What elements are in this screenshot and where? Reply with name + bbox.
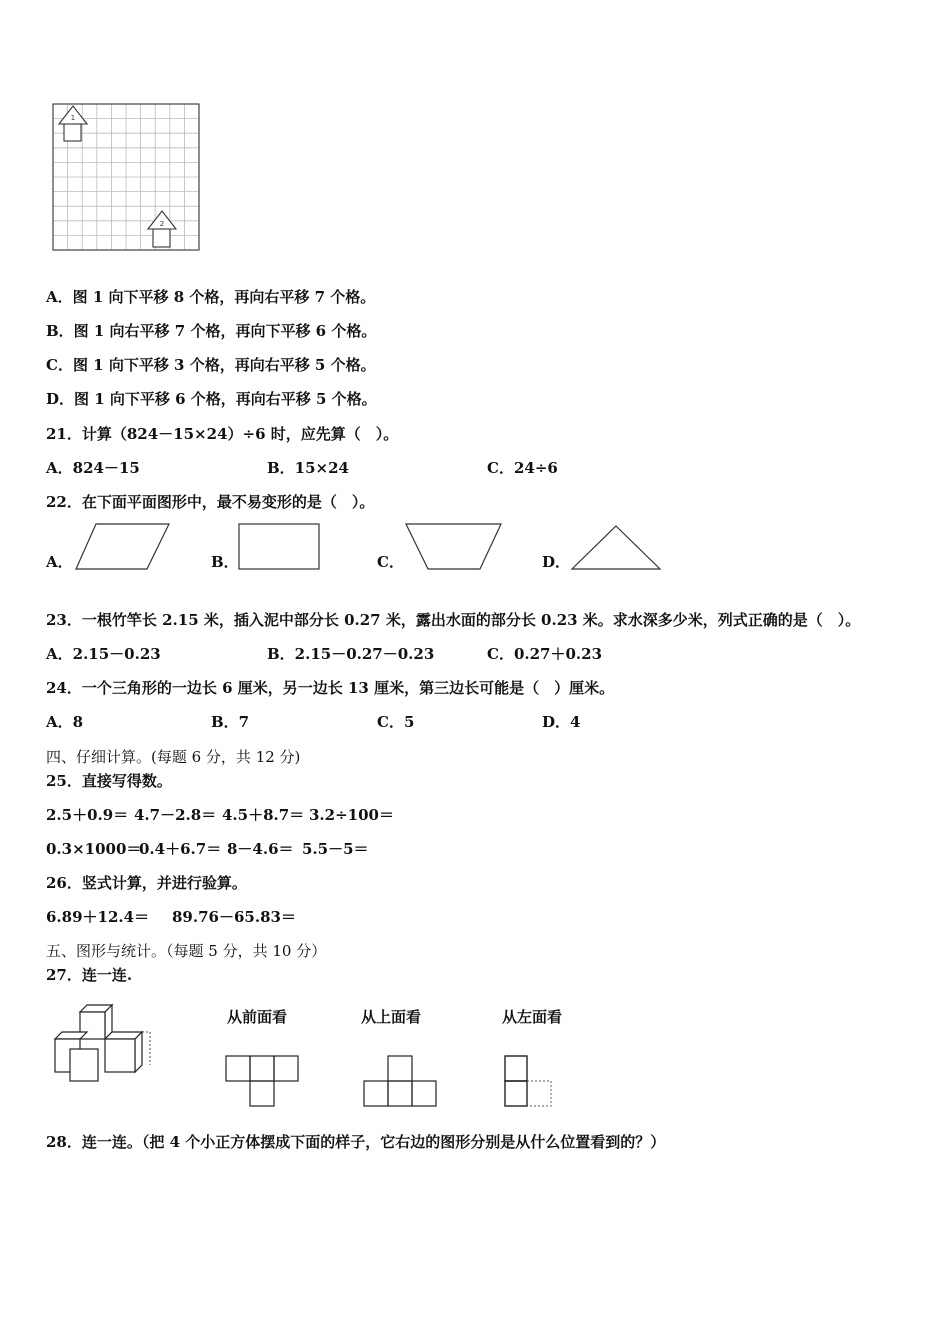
q26-item2: 89.76－65.83＝ <box>172 908 296 926</box>
top-view-shape <box>362 1054 440 1110</box>
front-view-shape <box>224 1054 300 1110</box>
front-view-label: 从前面看 <box>227 1008 288 1026</box>
q22-option-d: D． <box>542 553 571 571</box>
q25-row2-item2: 0.4＋6.7＝ <box>139 840 222 858</box>
q25-row1-item4: 3.2÷100＝ <box>309 806 394 824</box>
left-view-shape <box>503 1054 557 1110</box>
trapezoid-shape <box>404 522 504 572</box>
house-shape-1 <box>59 106 87 141</box>
q21-option-b: B．15×24 <box>267 459 349 477</box>
q25-row2-item1: 0.3×1000＝ <box>46 840 142 858</box>
top-view-label: 从上面看 <box>361 1008 422 1026</box>
q27-stem: 27．连一连. <box>46 966 133 984</box>
q28-stem: 28．连一连。（把 4 个小正方体摆成下面的样子，它右边的图形分别是从什么位置看到的？） <box>46 1133 666 1151</box>
q26-stem: 26．竖式计算，并进行验算。 <box>46 874 247 892</box>
section-5-heading: 五、图形与统计。（每题 5 分，共 10 分） <box>46 942 327 960</box>
parallelogram-shape <box>74 522 172 572</box>
translation-grid-figure <box>50 100 202 256</box>
rectangle-shape <box>237 522 321 572</box>
triangle-shape <box>570 524 664 572</box>
q22-option-a: A． <box>46 553 73 571</box>
q20-option-a: A．图 1 向下平移 8 个格，再向右平移 7 个格。 <box>46 288 376 306</box>
q20-option-d: D．图 1 向下平移 6 个格，再向右平移 5 个格。 <box>46 390 377 408</box>
q25-row1-item3: 4.5＋8.7＝ <box>222 806 305 824</box>
q22-option-b: B． <box>211 553 239 571</box>
q26-item1: 6.89＋12.4＝ <box>46 908 150 926</box>
house-2-label: 2 <box>159 220 165 228</box>
q24-option-c: C．5 <box>377 713 415 731</box>
cube-stack-figure <box>50 1002 160 1084</box>
q24-option-b: B．7 <box>211 713 250 731</box>
q21-stem: 21．计算（824－15×24）÷6 时，应先算（ ）。 <box>46 425 399 443</box>
q23-option-c: C．0.27＋0.23 <box>487 645 603 663</box>
q21-option-a: A．824－15 <box>46 459 140 477</box>
q25-row1-item1: 2.5＋0.9＝ <box>46 806 129 824</box>
q24-stem: 24．一个三角形的一边长 6 厘米，另一边长 13 厘米，第三边长可能是（ ）厘米。 <box>46 679 615 697</box>
q25-stem: 25．直接写得数。 <box>46 772 172 790</box>
house-1-label: 1 <box>70 114 76 122</box>
q20-option-b: B．图 1 向右平移 7 个格，再向下平移 6 个格。 <box>46 322 377 340</box>
q23-stem: 23．一根竹竿长 2.15 米，插入泥中部分长 0.27 米，露出水面的部分长 0.23 米。求水深多少米，列式正确的是（ ）。 <box>46 611 861 629</box>
q25-row1-item2: 4.7－2.8＝ <box>134 806 217 824</box>
house-shape-2 <box>148 211 176 247</box>
q22-stem: 22．在下面平面图形中，最不易变形的是（ ）。 <box>46 493 375 511</box>
q24-option-d: D．4 <box>542 713 581 731</box>
q24-option-a: A．8 <box>46 713 84 731</box>
q22-option-c: C． <box>377 553 404 571</box>
q25-row2-item4: 5.5－5＝ <box>302 840 369 858</box>
section-4-heading: 四、仔细计算。(每题 6 分，共 12 分) <box>46 748 301 766</box>
q25-row2-item3: 8－4.6＝ <box>227 840 294 858</box>
q23-option-a: A．2.15－0.23 <box>46 645 161 663</box>
q23-option-b: B．2.15－0.27－0.23 <box>267 645 435 663</box>
q20-option-c: C．图 1 向下平移 3 个格，再向右平移 5 个格。 <box>46 356 376 374</box>
left-view-label: 从左面看 <box>502 1008 563 1026</box>
q21-option-c: C．24÷6 <box>487 459 558 477</box>
